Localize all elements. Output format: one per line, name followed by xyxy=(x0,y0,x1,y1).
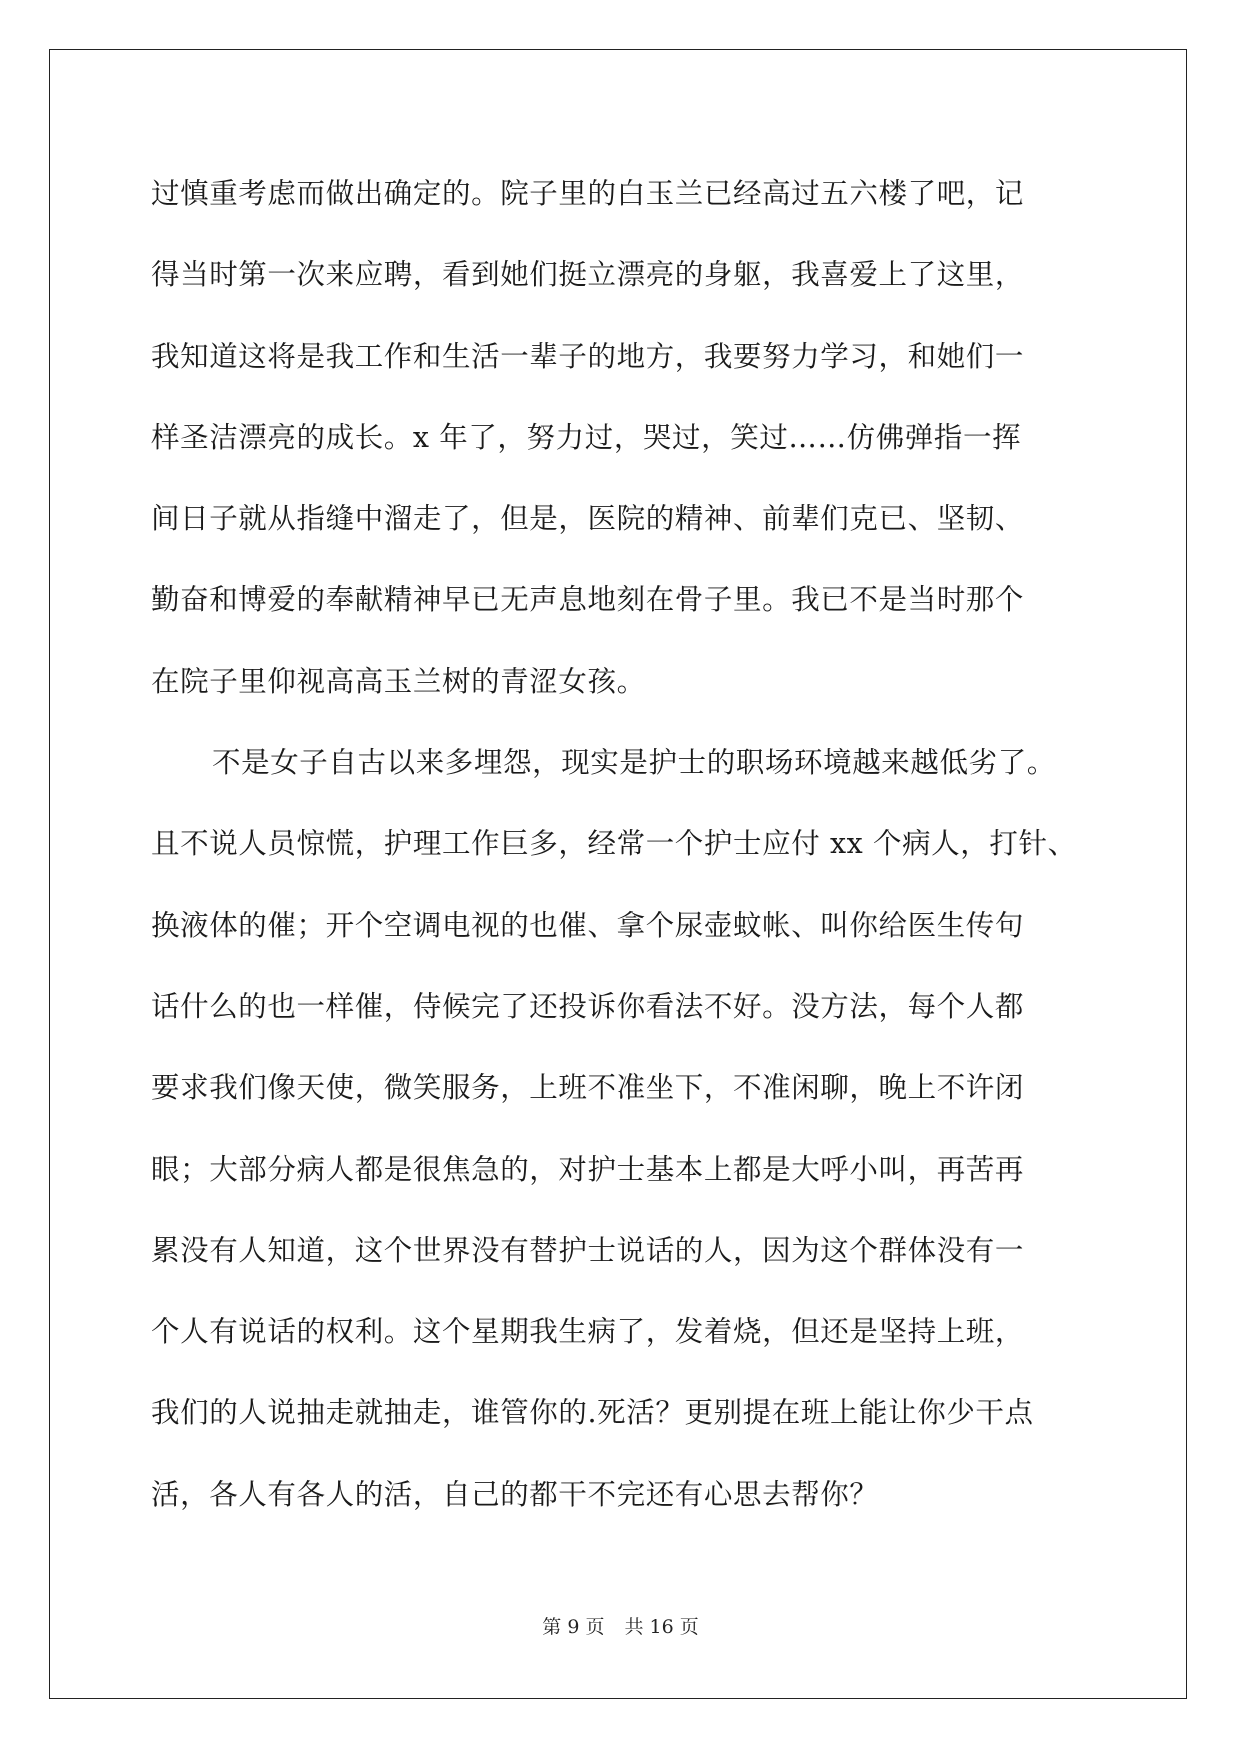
paragraph-line: 在院子里仰视高高玉兰树的青涩女孩。 xyxy=(151,664,646,698)
paragraph-line: 话什么的也一样催，侍候完了还投诉你看法不好。没方法，每个人都 xyxy=(151,989,1025,1023)
paragraph-line: 且不说人员惊慌，护理工作巨多，经常一个护士应付 xx 个病人，打针、 xyxy=(151,827,1077,861)
paragraph-line: 我们的人说抽走就抽走，谁管你的.死活？更别提在班上能让你少干点 xyxy=(151,1396,1034,1430)
paragraph-line: 活，各人有各人的活，自己的都干不完还有心思去帮你？ xyxy=(151,1477,879,1511)
paragraph-line: 我知道这将是我工作和生活一辈子的地方，我要努力学习，和她们一 xyxy=(151,339,1025,373)
document-body xyxy=(151,165,1111,1547)
paragraph-line: 换液体的催；开个空调电视的也催、拿个尿壶蚊帐、叫你给医生传句 xyxy=(151,908,1025,942)
paragraph-line: 过慎重考虑而做出确定的。院子里的白玉兰已经高过五六楼了吧，记 xyxy=(151,177,1025,210)
page-total: 共 16 页 xyxy=(624,1616,699,1638)
paragraph-line: 要求我们像天使，微笑服务，上班不准坐下，不准闲聊，晚上不许闭 xyxy=(151,1071,1025,1105)
page-footer xyxy=(0,1612,1241,1639)
paragraph-line: 不是女子自古以来多埋怨，现实是护士的职场环境越来越低劣了。 xyxy=(212,746,1056,780)
page-number: 第 9 页 xyxy=(542,1616,605,1638)
paragraph-line: 眼；大部分病人都是很焦急的，对护士基本上都是大呼小叫，再苦再 xyxy=(151,1152,1025,1186)
paragraph-line: 勤奋和博爱的奉献精神早已无声息地刻在骨子里。我已不是当时那个 xyxy=(151,583,1025,617)
paragraph-line: 个人有说话的权利。这个星期我生病了，发着烧，但还是坚持上班， xyxy=(151,1315,1025,1349)
paragraph-line: 样圣洁漂亮的成长。x 年了，努力过，哭过，笑过……仿佛弹指一挥 xyxy=(151,420,1022,454)
paragraph-line: 得当时第一次来应聘，看到她们挺立漂亮的身躯，我喜爱上了这里， xyxy=(151,258,1025,292)
paragraph-line: 累没有人知道，这个世界没有替护士说话的人，因为这个群体没有一 xyxy=(151,1233,1025,1267)
paragraph-line: 间日子就从指缝中溜走了，但是，医院的精神、前辈们克已、坚韧、 xyxy=(151,502,1025,536)
